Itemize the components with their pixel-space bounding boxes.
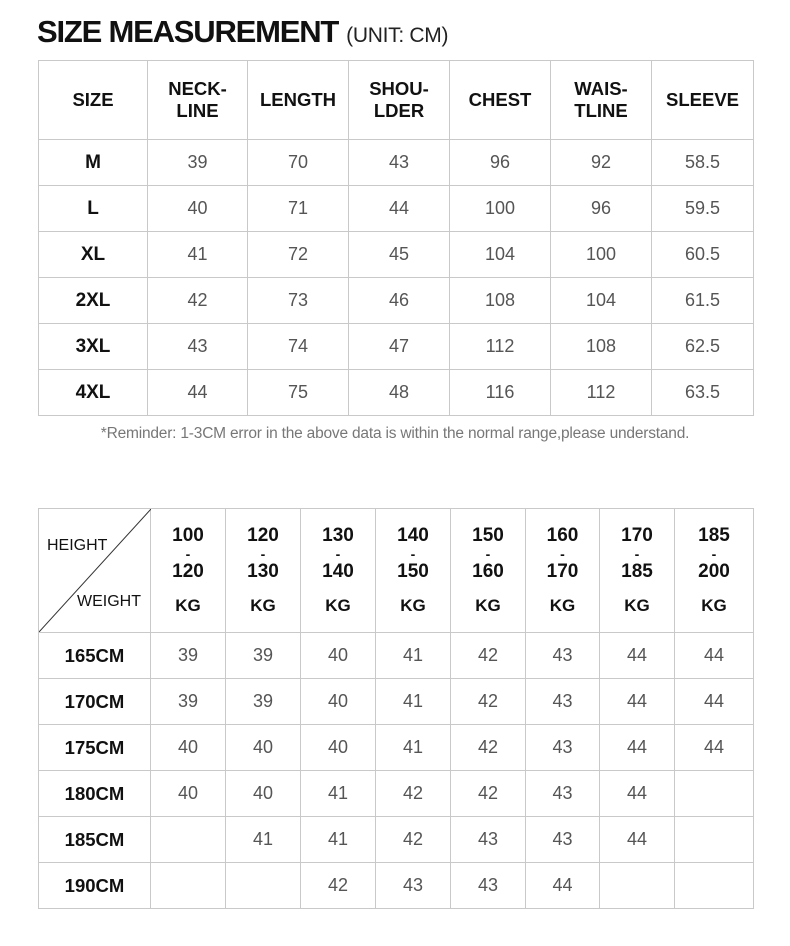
table-cell: 43 <box>451 817 526 863</box>
size-label-cell: L <box>39 186 148 232</box>
table-cell: 44 <box>600 725 675 771</box>
table-cell: 42 <box>451 679 526 725</box>
table-cell: 39 <box>151 679 226 725</box>
weight-range-dash: - <box>711 545 717 562</box>
column-header-line: SLEEVE <box>666 89 739 110</box>
table-cell: 74 <box>248 324 349 370</box>
table-cell: 39 <box>226 633 301 679</box>
table-cell <box>675 771 754 817</box>
table-row <box>39 140 754 186</box>
table-cell: 43 <box>349 140 450 186</box>
table-cell: 44 <box>526 863 600 909</box>
table-cell: 39 <box>148 140 248 186</box>
table-cell: 46 <box>349 278 450 324</box>
weight-table-body <box>39 633 754 909</box>
weight-range-header <box>301 509 376 633</box>
table-cell: 41 <box>376 679 451 725</box>
table-cell: 112 <box>450 324 551 370</box>
weight-range-to: 140 <box>322 560 354 582</box>
weight-range-dash: - <box>260 545 266 562</box>
table-cell: 40 <box>301 633 376 679</box>
column-header-line: WAIS- <box>574 78 628 99</box>
weight-range-dash: - <box>185 545 191 562</box>
table-cell: 75 <box>248 370 349 416</box>
table-cell: 43 <box>148 324 248 370</box>
table-row <box>39 324 754 370</box>
weight-range-unit: KG <box>475 595 501 615</box>
table-row <box>39 232 754 278</box>
table-row <box>39 725 754 771</box>
weight-range-unit: KG <box>400 595 426 615</box>
size-column-header <box>248 61 349 140</box>
weight-range-from: 185 <box>698 524 730 546</box>
size-column-header <box>551 61 652 140</box>
table-cell: 42 <box>148 278 248 324</box>
weight-range-dash: - <box>485 545 491 562</box>
reminder-note: *Reminder: 1-3CM error in the above data is within the normal range,please understand. <box>100 425 690 442</box>
table-cell: 100 <box>450 186 551 232</box>
height-label-cell: 175CM <box>39 725 151 771</box>
size-column-header <box>148 61 248 140</box>
table-cell: 59.5 <box>652 186 754 232</box>
table-cell: 43 <box>526 725 600 771</box>
weight-table-header <box>39 509 754 633</box>
weight-range-dash: - <box>410 545 416 562</box>
table-cell: 42 <box>376 771 451 817</box>
table-cell: 40 <box>151 771 226 817</box>
table-cell: 48 <box>349 370 450 416</box>
table-cell: 44 <box>600 679 675 725</box>
table-row <box>39 278 754 324</box>
column-header-line: NECK- <box>168 78 227 99</box>
table-cell: 43 <box>526 771 600 817</box>
height-weight-table <box>38 508 754 909</box>
table-cell: 58.5 <box>652 140 754 186</box>
column-header-line: SHOU- <box>369 78 429 99</box>
table-cell <box>600 863 675 909</box>
weight-label: WEIGHT <box>77 593 141 610</box>
table-cell: 45 <box>349 232 450 278</box>
weight-range-unit: KG <box>549 595 576 615</box>
weight-range-to: 160 <box>472 560 504 582</box>
height-weight-corner-cell <box>39 509 151 633</box>
table-cell: 73 <box>248 278 349 324</box>
table-row <box>39 679 754 725</box>
table-cell: 40 <box>151 725 226 771</box>
table-row <box>39 633 754 679</box>
table-cell <box>675 863 754 909</box>
height-label-cell: 180CM <box>39 771 151 817</box>
table-row <box>39 771 754 817</box>
table-cell: 42 <box>451 771 526 817</box>
weight-range-dash: - <box>634 545 640 562</box>
height-label-cell: 170CM <box>39 679 151 725</box>
table-cell: 43 <box>376 863 451 909</box>
table-cell: 39 <box>151 633 226 679</box>
table-cell: 47 <box>349 324 450 370</box>
table-cell: 96 <box>551 186 652 232</box>
table-cell: 40 <box>148 186 248 232</box>
weight-range-to: 120 <box>172 560 204 582</box>
size-measurement-table <box>38 60 754 416</box>
table-cell <box>151 817 226 863</box>
table-row <box>39 863 754 909</box>
size-column-header <box>349 61 450 140</box>
weight-range-header <box>226 509 301 633</box>
table-cell: 44 <box>600 633 675 679</box>
weight-range-header <box>376 509 451 633</box>
weight-range-from: 150 <box>472 524 504 546</box>
table-cell: 44 <box>349 186 450 232</box>
height-label-cell: 165CM <box>39 633 151 679</box>
table-cell: 60.5 <box>652 232 754 278</box>
weight-range-from: 130 <box>322 524 354 546</box>
size-label-cell: M <box>39 140 148 186</box>
table-cell: 61.5 <box>652 278 754 324</box>
table-cell: 100 <box>551 232 652 278</box>
unit-label: (UNIT: CM) <box>346 24 449 47</box>
diagonal-divider-line <box>39 509 151 632</box>
weight-range-from: 170 <box>621 524 653 546</box>
table-cell: 96 <box>450 140 551 186</box>
weight-range-unit: KG <box>325 595 351 615</box>
weight-range-to: 150 <box>397 560 429 582</box>
table-cell: 41 <box>301 817 376 863</box>
weight-range-header <box>526 509 600 633</box>
column-header-line: LINE <box>176 100 219 121</box>
height-label: HEIGHT <box>47 537 108 554</box>
table-cell: 104 <box>450 232 551 278</box>
weight-range-header <box>600 509 675 633</box>
table-cell: 40 <box>226 771 301 817</box>
table-cell: 41 <box>148 232 248 278</box>
size-label-cell: 2XL <box>39 278 148 324</box>
table-cell: 42 <box>301 863 376 909</box>
table-cell: 43 <box>526 679 600 725</box>
table-cell: 44 <box>675 725 754 771</box>
column-header-line: LDER <box>373 100 425 121</box>
table-cell: 41 <box>376 633 451 679</box>
table-cell: 116 <box>450 370 551 416</box>
table-cell: 63.5 <box>652 370 754 416</box>
table-cell: 112 <box>551 370 652 416</box>
table-cell: 108 <box>551 324 652 370</box>
table-row <box>39 370 754 416</box>
table-cell: 40 <box>226 725 301 771</box>
weight-range-unit: KG <box>624 595 650 615</box>
table-cell: 41 <box>376 725 451 771</box>
title-text: SIZE MEASUREMENT <box>37 14 339 49</box>
table-cell: 62.5 <box>652 324 754 370</box>
weight-range-unit: KG <box>250 595 276 615</box>
weight-range-header <box>675 509 754 633</box>
weight-range-unit: KG <box>701 595 727 615</box>
weight-range-to: 200 <box>698 560 730 582</box>
height-label-cell: 190CM <box>39 863 151 909</box>
table-cell: 44 <box>600 817 675 863</box>
table-cell: 43 <box>526 817 600 863</box>
size-label-cell: 4XL <box>39 370 148 416</box>
height-label-cell: 185CM <box>39 817 151 863</box>
size-table-header <box>39 61 754 140</box>
weight-range-unit: KG <box>175 595 201 615</box>
weight-range-to: 130 <box>247 560 279 582</box>
table-cell: 40 <box>301 725 376 771</box>
weight-range-from: 120 <box>247 524 279 546</box>
size-label-cell: 3XL <box>39 324 148 370</box>
weight-range-dash: - <box>560 545 565 562</box>
weight-range-from: 100 <box>172 524 204 546</box>
weight-range-header <box>151 509 226 633</box>
table-cell <box>675 817 754 863</box>
table-cell: 43 <box>451 863 526 909</box>
table-cell: 39 <box>226 679 301 725</box>
table-row <box>39 817 754 863</box>
size-table-body <box>39 140 754 416</box>
column-header-line: LENGTH <box>259 89 337 110</box>
table-cell: 104 <box>551 278 652 324</box>
weight-range-to: 185 <box>621 560 653 582</box>
table-cell <box>226 863 301 909</box>
weight-range-header <box>451 509 526 633</box>
weight-range-dash: - <box>335 545 341 562</box>
weight-range-to: 170 <box>546 560 579 582</box>
column-header-line: CHEST <box>468 89 532 110</box>
table-cell: 42 <box>451 725 526 771</box>
weight-range-from: 140 <box>397 524 429 546</box>
table-cell: 44 <box>675 679 754 725</box>
table-cell: 40 <box>301 679 376 725</box>
page-title <box>37 14 448 54</box>
size-column-header <box>652 61 754 140</box>
table-cell: 72 <box>248 232 349 278</box>
size-label-cell: XL <box>39 232 148 278</box>
weight-range-from: 160 <box>546 524 579 546</box>
table-cell: 41 <box>301 771 376 817</box>
table-cell: 92 <box>551 140 652 186</box>
table-row <box>39 186 754 232</box>
table-cell: 43 <box>526 633 600 679</box>
table-cell: 44 <box>600 771 675 817</box>
table-cell: 41 <box>226 817 301 863</box>
size-column-header <box>39 61 148 140</box>
table-cell: 71 <box>248 186 349 232</box>
table-cell: 70 <box>248 140 349 186</box>
column-header-line: TLINE <box>574 100 628 121</box>
size-column-header <box>450 61 551 140</box>
table-cell <box>151 863 226 909</box>
table-cell: 42 <box>376 817 451 863</box>
column-header-line: SIZE <box>72 89 114 110</box>
table-cell: 42 <box>451 633 526 679</box>
table-cell: 44 <box>148 370 248 416</box>
table-cell: 44 <box>675 633 754 679</box>
table-cell: 108 <box>450 278 551 324</box>
